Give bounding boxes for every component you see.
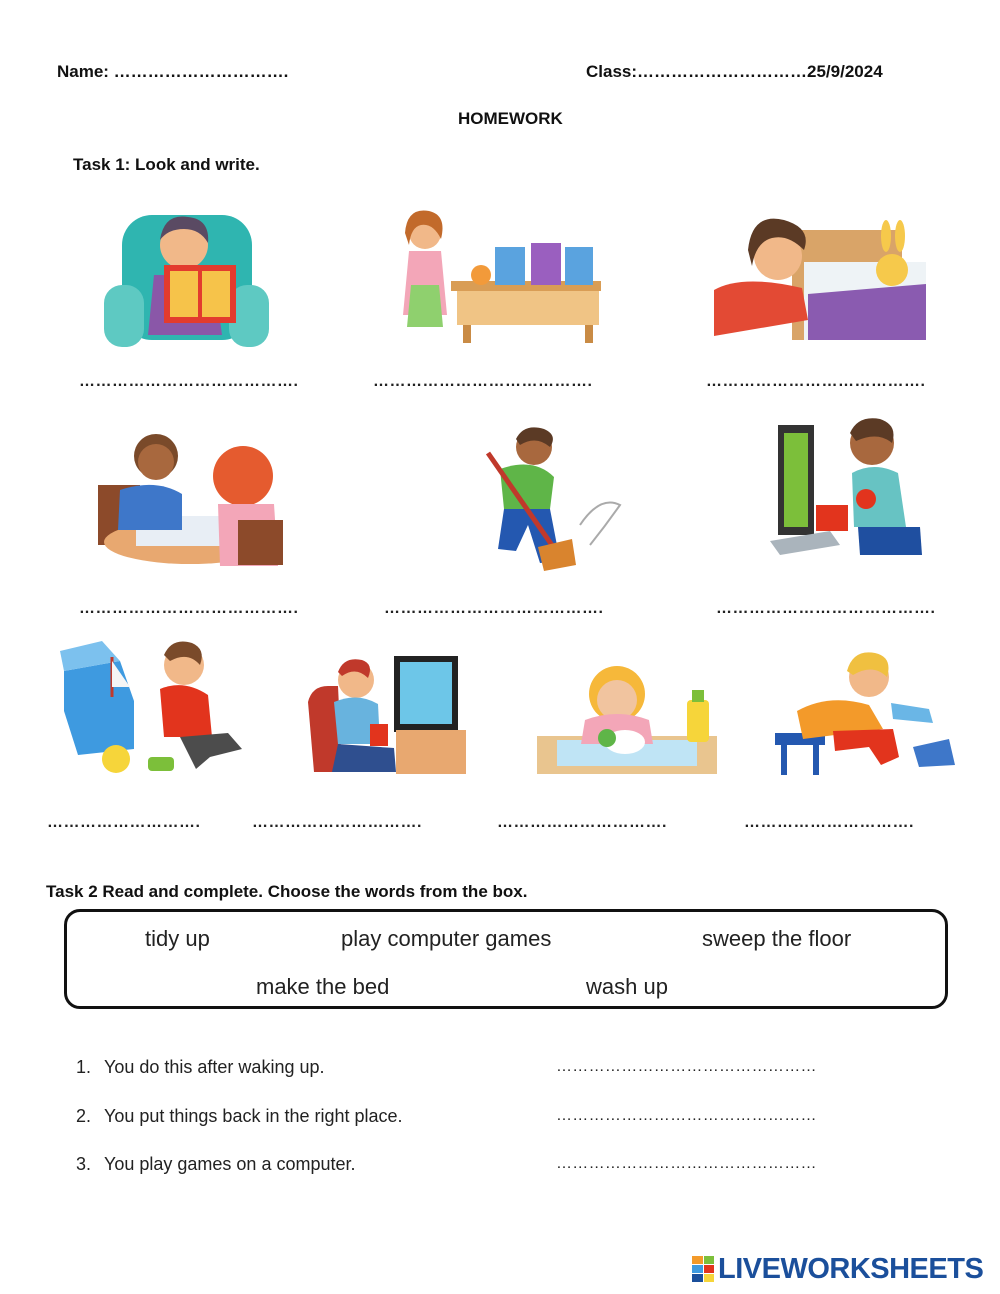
task1-heading: Task 1: Look and write. [73,155,260,174]
question-1-number: 1. [76,1057,92,1077]
question-3-text: You play games on a computer. [104,1154,356,1174]
answer-line-2[interactable]: …………………………………. [373,373,593,390]
girl-dusting-shelf-picture [395,205,605,345]
girl-making-bed-picture [712,210,927,340]
answer-line-6[interactable]: …………………………………. [716,600,936,617]
answer-line-4[interactable]: …………………………………. [79,600,299,617]
word-make-the-bed: make the bed [256,974,390,999]
page-title: HOMEWORK [458,109,563,128]
question-2-number: 2. [76,1106,92,1126]
answer-line-1[interactable]: …………………………………. [79,373,299,390]
question-1-answer-line[interactable]: ………………………………………… [556,1058,817,1075]
name-field: Name: …………………………. [57,62,289,81]
answer-line-10[interactable]: …………………………. [744,814,914,831]
answer-line-3[interactable]: …………………………………. [706,373,926,390]
answer-line-5[interactable]: …………………………………. [384,600,604,617]
answer-line-8[interactable]: …………………………. [252,814,422,831]
word-tidy-up: tidy up [145,926,210,951]
boy-sweeping-floor-picture [430,425,630,575]
question-3-number: 3. [76,1154,92,1174]
kids-playing-chess-picture [98,430,283,570]
brand-name: LIVEWORKSHEETS [718,1252,984,1285]
question-2-text: You put things back in the right place. [104,1106,403,1126]
liveworksheets-logo [692,1252,983,1286]
task2-heading: Task 2 Read and complete. Choose the words from the box. [46,882,528,901]
word-play-computer-games: play computer games [341,926,552,951]
boy-playing-computer-games-picture [770,415,925,560]
word-box [64,909,948,1009]
answer-line-9[interactable]: …………………………. [497,814,667,831]
boy-putting-on-shoes-picture [773,647,958,782]
girl-washing-dishes-picture [537,660,719,775]
question-1-text: You do this after waking up. [104,1057,325,1077]
word-wash-up: wash up [586,974,668,999]
word-sweep-the-floor: sweep the floor [702,926,852,951]
logo-blocks-icon [692,1256,714,1282]
question-2-answer-line[interactable]: ………………………………………… [556,1107,817,1124]
girl-reading-book-picture [104,205,269,350]
boy-tidying-toys-picture [60,637,245,777]
question-3-answer-line[interactable]: ………………………………………… [556,1155,817,1172]
class-date-field: Class:…………………………25/9/2024 [586,62,883,81]
boy-watching-tv-picture [308,652,466,777]
answer-line-7[interactable]: ………………………. [47,814,201,831]
